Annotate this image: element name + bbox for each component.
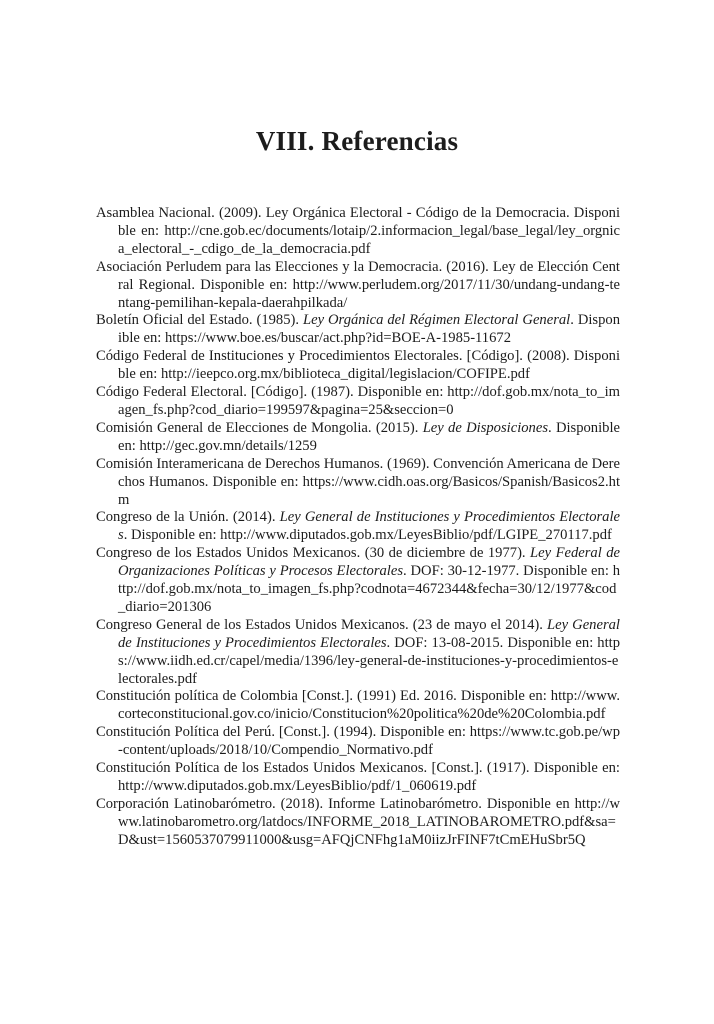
reference-text-tail: . DOF: 30-12-1977. Disponible en: http://dof.gob.mx/nota_to_imagen_fs.php?codnota=4672344&fecha=30/12/1977&cod_diario=201306 <box>118 563 621 615</box>
reference-entry <box>96 348 620 384</box>
reference-text: Constitución Política del Perú. [Const.]. (1994). Disponible en: https://www.tc.gob.pe/wp-content/uploads/2018/10/Compendio_Normativo.pdf <box>96 724 620 759</box>
reference-italic-title: Ley Federal de Organizaciones Políticas y Procesos Electorales <box>118 545 620 580</box>
reference-text: Código Federal Electoral. [Código]. (1987). Disponible en: http://dof.gob.mx/nota_to_imagen_fs.php?cod_diario=199597&pagina=25&seccion=0 <box>96 384 620 418</box>
reference-entry <box>96 259 620 313</box>
reference-text: Corporación Latinobarómetro. (2018). Informe Latinobarómetro. Disponible en http://www.latinobarometro.org/latdocs/INFORME_2018_LATINOBAROMETRO.pdf&sa=D&ust=1560537079911000&usg=AFQjCNFhg1aM0iizJrFINF7tCmEHuSbr5Q <box>96 795 620 848</box>
reference-entry <box>96 617 620 689</box>
reference-text: Constitución política de Colombia [Const.]. (1991) Ed. 2016. Disponible en: http://www.corteconstitucional.gov.co/inicio/Constitucion%20politica%20de%20Colombia.pdf <box>96 688 620 723</box>
reference-entry <box>96 312 620 348</box>
reference-text: Código Federal de Instituciones y Procedimientos Electorales. [Código]. (2008). Disponible en: http://ieepco.org.mx/biblioteca_digital/legislacion/COFIPE.pdf <box>96 348 620 383</box>
reference-text: Boletín Oficial del Estado. (1985). <box>96 312 303 329</box>
reference-italic-title: Ley Orgánica del Régimen Electoral General <box>303 312 571 329</box>
reference-entry <box>96 724 620 760</box>
reference-entry <box>96 205 620 259</box>
reference-entry <box>96 384 620 420</box>
reference-entry <box>96 456 620 510</box>
reference-entry <box>96 509 620 545</box>
reference-text-tail: . Disponible en: https://www.boe.es/buscar/act.php?id=BOE-A-1985-11672 <box>118 312 620 347</box>
reference-text: Asamblea Nacional. (2009). Ley Orgánica Electoral - Código de la Democracia. Disponible en: http://cne.gob.ec/documents/lotaip/2.informacion_legal/base_legal/ley_orgnica_electoral_-_cdigo_de_la_democracia.pdf <box>96 205 620 257</box>
reference-text: Congreso de la Unión. (2014). <box>96 509 280 526</box>
reference-text: Congreso de los Estados Unidos Mexicanos. (30 de diciembre de 1977). <box>96 545 531 562</box>
reference-text: Constitución Política de los Estados Unidos Mexicanos. [Const.]. (1917). Disponible en: http://www.diputados.gob.mx/LeyesBiblio/pdf/1_060619.pdf <box>96 760 620 794</box>
reference-entry <box>96 796 620 850</box>
reference-text: Comisión General de Elecciones de Mongolia. (2015). <box>96 419 423 436</box>
reference-italic-title: Ley General de Instituciones y Procedimientos Electorales <box>118 509 621 544</box>
reference-text: Asociación Perludem para las Elecciones y la Democracia. (2016). Ley de Elección Central Regional. Disponible en: http://www.perludem.org/2017/11/30/undang-undang-tentang-pemilihan-kepala-daerahpilkada/ <box>96 258 620 311</box>
reference-italic-title: Ley General de Instituciones y Procedimientos Electorales <box>118 616 620 651</box>
reference-entry <box>96 688 620 724</box>
section-heading: VIII. Referencias <box>255 126 459 156</box>
reference-text-tail: . Disponible en: http://gec.gov.mn/details/1259 <box>118 419 620 454</box>
reference-text: Comisión Interamericana de Derechos Humanos. (1969). Convención Americana de Derechos Humanos. Disponible en: https://www.cidh.oas.org/Basicos/Spanish/Basicos2.htm <box>96 455 620 508</box>
reference-list <box>96 205 620 850</box>
reference-text-tail: . DOF: 13-08-2015. Disponible en: https://www.iidh.ed.cr/capel/media/1396/ley-general-de-instituciones-y-procedimientos-electorales.pdf <box>118 634 620 687</box>
reference-entry <box>96 420 620 456</box>
reference-entry <box>96 545 620 617</box>
reference-text: Congreso General de los Estados Unidos Mexicanos. (23 de mayo el 2014). <box>96 616 548 633</box>
reference-text-tail: . Disponible en: http://www.diputados.gob.mx/LeyesBiblio/pdf/LGIPE_270117.pdf <box>123 527 612 544</box>
reference-entry <box>96 760 620 796</box>
reference-italic-title: Ley de Disposiciones <box>422 419 548 436</box>
